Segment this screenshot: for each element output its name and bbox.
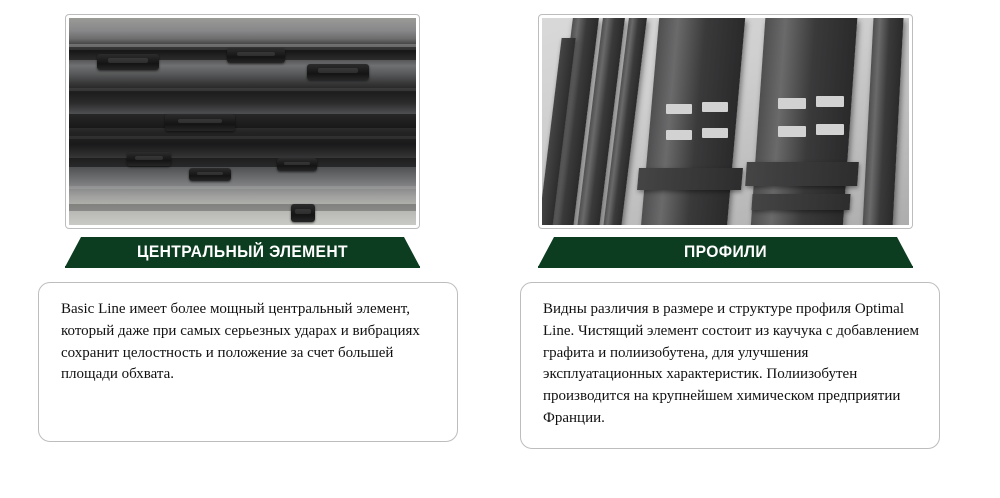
profile-wiping-edge <box>751 194 850 210</box>
blade-clip <box>291 204 315 222</box>
rail-highlight <box>69 186 416 189</box>
blade-clip <box>189 168 231 181</box>
caption-label: ПРОФИЛИ <box>683 242 768 261</box>
profile-slot <box>702 102 728 112</box>
profile-slot <box>816 124 844 135</box>
photo-central-element <box>69 18 416 225</box>
caption-profiles <box>538 237 913 267</box>
description-text: Видны различия в размере и структуре профиля Optimal Line. Чистящий элемент состоит из каучука с добавлением графита и полиизобутена, для улучшения эксплуатационных характеристик. Полиизобутен производится на крупнейшем химическом предприятии Франции. <box>543 301 919 426</box>
profile-wiping-edge <box>637 168 743 190</box>
blade-clip <box>227 48 285 63</box>
blade-clip <box>277 158 317 171</box>
profile-slot <box>778 98 806 109</box>
rail-shadow <box>69 204 416 211</box>
photo-frame-profiles <box>538 14 913 229</box>
caption-label: ЦЕНТРАЛЬНЫЙ ЭЛЕМЕНТ <box>137 242 348 261</box>
profile-slot <box>702 128 728 138</box>
description-box-profiles <box>520 282 940 449</box>
profile-slot <box>778 126 806 137</box>
profile-wiping-edge <box>745 162 859 186</box>
blade-clip <box>165 114 235 131</box>
rail-highlight <box>69 88 416 91</box>
description-text: Basic Line имеет более мощный центральный элемент, который даже при самых серьезных ударах и вибрациях сохранит целостность и положение за счет большей площади обхвата. <box>61 301 420 383</box>
photo-profiles <box>542 18 909 225</box>
rubber-profile-large <box>641 18 745 225</box>
rail-shadow <box>69 114 416 128</box>
profile-slot <box>666 104 692 114</box>
photo-frame-central-element <box>65 14 420 229</box>
profile-slot <box>666 130 692 140</box>
rail-shadow <box>69 158 416 167</box>
blade-clip <box>97 54 159 70</box>
panel-central-element <box>10 0 490 498</box>
rail-highlight <box>69 136 416 139</box>
panel-profiles <box>510 0 990 498</box>
blade-clip <box>307 64 369 80</box>
rail-highlight <box>69 44 416 47</box>
description-box-central-element <box>38 282 458 442</box>
caption-central-element <box>65 237 420 267</box>
blade-clip <box>127 152 171 166</box>
profile-slot <box>816 96 844 107</box>
